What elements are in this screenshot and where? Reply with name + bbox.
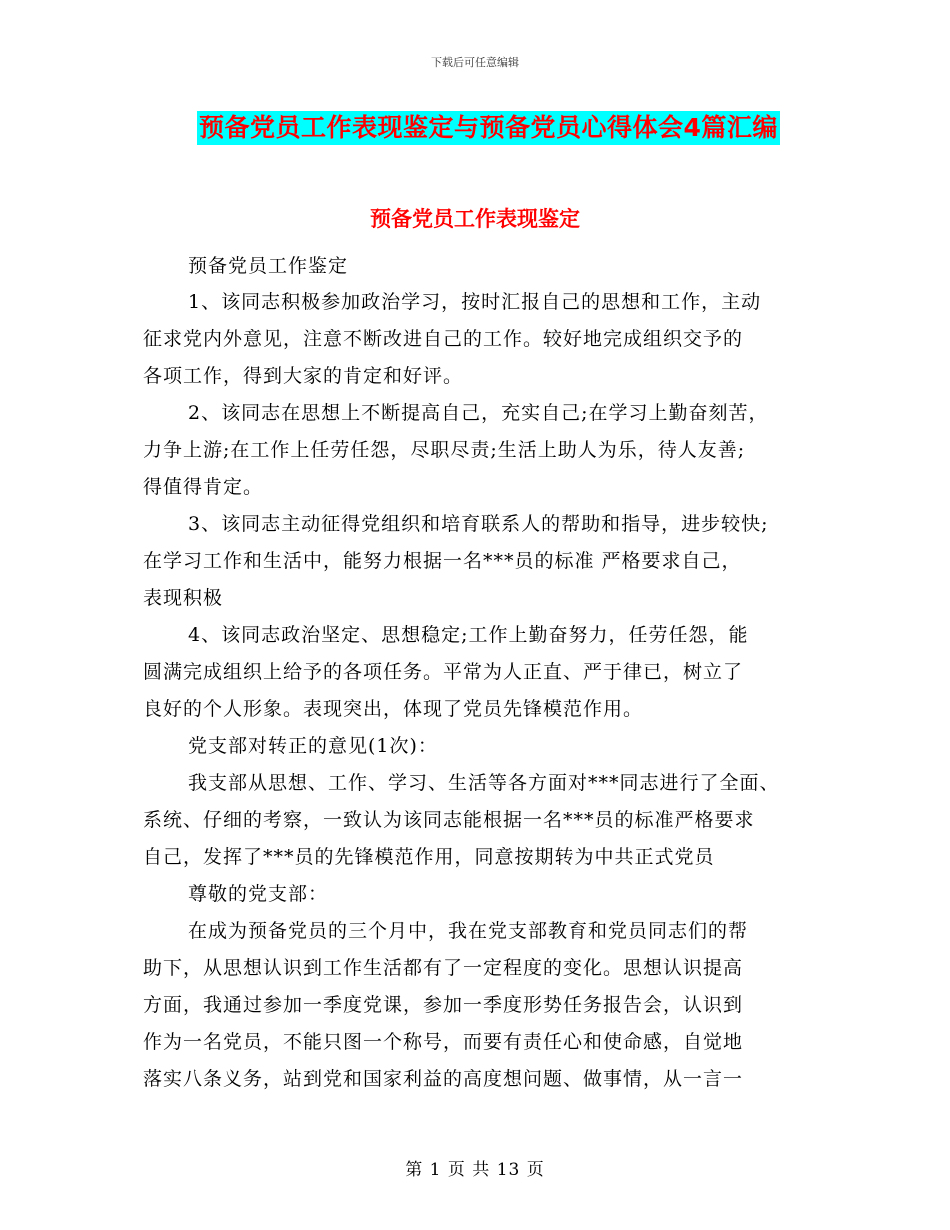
body-line: 1、该同志积极参加政治学习，按时汇报自己的思想和工作，主动	[188, 291, 762, 313]
section-title: 预备党员工作表现鉴定	[370, 207, 580, 231]
body-line: 2、该同志在思想上不断提高自己，充实自己;在学习上勤奋刻苦，	[188, 402, 769, 424]
header-note: 下载后可任意编辑	[431, 56, 519, 69]
body-line: 得值得肯定。	[143, 476, 264, 498]
body-line: 预备党员工作鉴定	[188, 255, 349, 277]
body-line: 方面，我通过参加一季度党课，参加一季度形势任务报告会，认识到	[143, 994, 744, 1016]
body-line: 3、该同志主动征得党组织和培育联系人的帮助和指导，进步较快;	[188, 513, 769, 535]
body-line: 力争上游;在工作上任劳任怨，尽职尽责;生活上助人为乐，待人友善;	[143, 439, 746, 461]
body-line: 表现积极	[143, 587, 224, 609]
body-line: 良好的个人形象。表现突出，体现了党员先锋模范作用。	[143, 698, 644, 720]
body-line: 尊敬的党支部：	[188, 883, 329, 905]
body-line: 在学习工作和生活中，能努力根据一名***员的标准 严格要求自己，	[143, 550, 742, 572]
body-line: 在成为预备党员的三个月中，我在党支部教育和党员同志们的帮	[188, 920, 749, 942]
body-line: 各项工作，得到大家的肯定和好评。	[143, 365, 464, 387]
body-line: 助下，从思想认识到工作生活都有了一定程度的变化。思想认识提高	[143, 957, 744, 979]
page-footer: 第 1 页 共 13 页	[405, 1160, 545, 1180]
body-line: 自己，发挥了***员的先锋模范作用，同意按期转为中共正式党员	[143, 846, 715, 868]
body-line: 我支部从思想、工作、学习、生活等各方面对***同志进行了全面、	[188, 772, 780, 794]
body-line: 作为一名党员，不能只图一个称号，而要有责任心和使命感，自觉地	[143, 1031, 744, 1053]
body-line: 4、该同志政治坚定、思想稳定;工作上勤奋努力，任劳任怨，能	[188, 624, 749, 646]
body-line: 党支部对转正的意见(1次)：	[188, 735, 438, 757]
body-line: 圆满完成组织上给予的各项任务。平常为人正直、严于律已，树立了	[143, 661, 744, 683]
body-line: 系统、仔细的考察，一致认为该同志能根据一名***员的标准严格要求	[143, 809, 755, 831]
body-line: 征求党内外意见，注意不断改进自己的工作。较好地完成组织交予的	[143, 328, 744, 350]
document-title: 预备党员工作表现鉴定与预备党员心得体会4篇汇编	[197, 111, 780, 145]
body-line: 落实八条义务，站到党和国家利益的高度想问题、做事情，从一言一	[143, 1068, 744, 1090]
